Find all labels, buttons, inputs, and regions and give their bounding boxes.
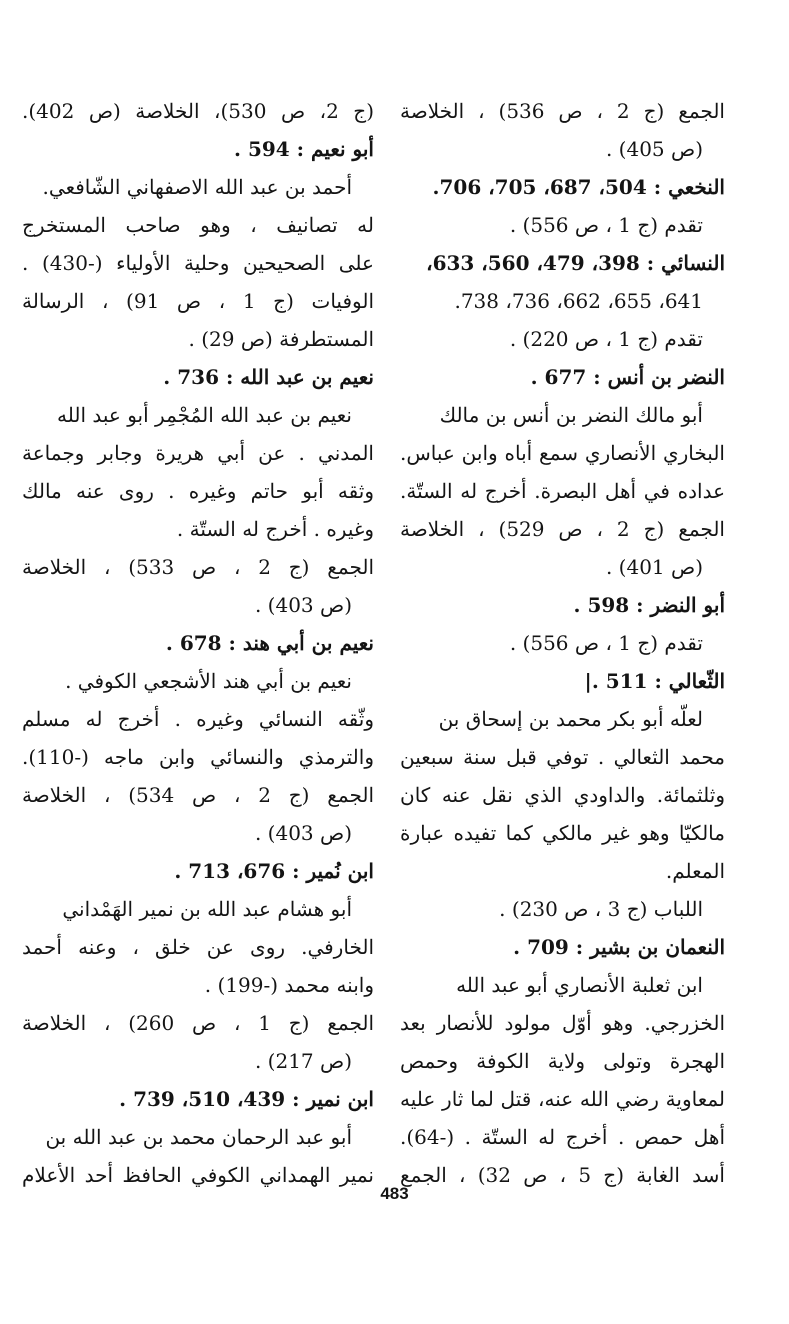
text-line: (ص 403) .	[254, 821, 352, 845]
text-line: وثّقه النسائي وغيره . أخرج له مسلم	[22, 707, 374, 731]
text-line: الجمع (ج 2 ، ص 533) ، الخلاصة	[22, 555, 374, 579]
entry-heading: الثّعالي : 511 .|	[584, 669, 725, 693]
entry-heading: ابن نُمير : 676، 713 .	[174, 859, 374, 883]
text-line: الجمع (ج 1 ، ص 260) ، الخلاصة	[22, 1011, 374, 1035]
text-line: الجمع (ج 2 ، ص 529) ، الخلاصة	[400, 517, 725, 541]
text-line: أهل حمص . أخرج له الستّة . (-64).	[400, 1125, 725, 1149]
text-line: عداده في أهل البصرة. أخرج له الستّة.	[400, 479, 725, 503]
text-line: محمد الثعالي . توفي قبل سنة سبعين	[400, 745, 725, 769]
text-line: أبو مالك النضر بن أنس بن مالك	[439, 403, 703, 427]
text-line: مالكيّا وهو غير مالكي كما تفيده عبارة	[400, 821, 725, 845]
page-number: 483	[380, 1184, 409, 1203]
text-line: المدني . عن أبي هريرة وجابر وجماعة	[22, 441, 374, 465]
text-line: وغيره . أخرج له الستّة .	[176, 517, 374, 541]
text-line: (ص 403) .	[254, 593, 352, 617]
entry-heading: النخعي : 504، 687، 705، 706.	[432, 175, 725, 199]
left-column	[22, 92, 374, 1194]
text-line: 641، 655، 662، 736، 738.	[454, 289, 703, 313]
text-line: الجمع (ج 2 ، ص 536) ، الخلاصة	[400, 99, 725, 123]
entry-heading: النسائي : 398، 479، 560، 633،	[426, 251, 725, 275]
text-line: وثلثمائة. والداودي الذي نقل عنه كان	[400, 783, 725, 807]
text-line: أبو هشام عبد الله بن نمير الهَمْداني	[62, 897, 352, 921]
text-line: المعلم.	[665, 859, 725, 883]
text-line: نعيم بن أبي هند الأشجعي الكوفي .	[65, 669, 352, 693]
text-line: (ج 2، ص 530)، الخلاصة (ص 402).	[22, 99, 374, 123]
text-line: البخاري الأنصاري سمع أباه وابن عباس.	[400, 441, 725, 465]
entry-heading: أبو نعيم : 594 .	[234, 137, 374, 161]
text-line: ابن ثعلبة الأنصاري أبو عبد الله	[456, 973, 703, 997]
text-line: الخزرجي. وهو أوّل مولود للأنصار بعد	[400, 1011, 725, 1035]
text-line: (ص 401) .	[605, 555, 703, 579]
entry-heading: النضر بن أنس : 677 .	[530, 365, 725, 389]
text-line: (ص 405) .	[605, 137, 703, 161]
text-line: لعلّه أبو بكر محمد بن إسحاق بن	[438, 707, 703, 731]
text-line: الجمع (ج 2 ، ص 534) ، الخلاصة	[22, 783, 374, 807]
text-line: المستطرفة (ص 29) .	[188, 327, 374, 351]
text-line: له تصانيف ، وهو صاحب المستخرج	[22, 213, 374, 237]
text-line: على الصحيحين وحلية الأولياء (-430) .	[22, 251, 374, 275]
text-line: اللباب (ج 3 ، ص 230) .	[499, 897, 703, 921]
text-line: (ص 217) .	[254, 1049, 352, 1073]
text-line: نعيم بن عبد الله المُجْمِر أبو عبد الله	[57, 403, 352, 427]
text-line: تقدم (ج 1 ، ص 556) .	[509, 631, 703, 655]
text-line: الخارفي. روى عن خلق ، وعنه أحمد	[22, 935, 374, 959]
entry-heading: ابن نمير : 439، 510، 739 .	[119, 1087, 374, 1111]
text-line: وابنه محمد (-199) .	[204, 973, 374, 997]
text-line: نمير الهمداني الكوفي الحافظ أحد الأعلام	[22, 1163, 374, 1187]
text-line: أبو عبد الرحمان محمد بن عبد الله بن	[45, 1125, 352, 1149]
entry-heading: النعمان بن بشير : 709 .	[513, 935, 725, 959]
text-line: تقدم (ج 1 ، ص 556) .	[509, 213, 703, 237]
text-line: والترمذي والنسائي وابن ماجه (-110).	[22, 745, 374, 769]
text-line: الوفيات (ج 1 ، ص 91) ، الرسالة	[22, 289, 374, 313]
text-line: تقدم (ج 1 ، ص 220) .	[509, 327, 703, 351]
entry-heading: نعيم بن عبد الله : 736 .	[163, 365, 374, 389]
entry-heading: أبو النضر : 598 .	[573, 593, 725, 617]
text-line: الهجرة وتولى ولاية الكوفة وحمص	[400, 1049, 725, 1073]
entry-heading: نعيم بن أبي هند : 678 .	[165, 631, 374, 655]
text-line: أحمد بن عبد الله الاصفهاني الشّافعي.	[42, 175, 352, 199]
text-line: لمعاوية رضي الله عنه، قتل لما ثار عليه	[400, 1087, 725, 1111]
text-line: أسد الغابة (ج 5 ، ص 32) ، الجمع	[400, 1163, 725, 1187]
right-column	[400, 92, 725, 1194]
text-line: وثقه أبو حاتم وغيره . روى عنه مالك	[22, 479, 374, 503]
